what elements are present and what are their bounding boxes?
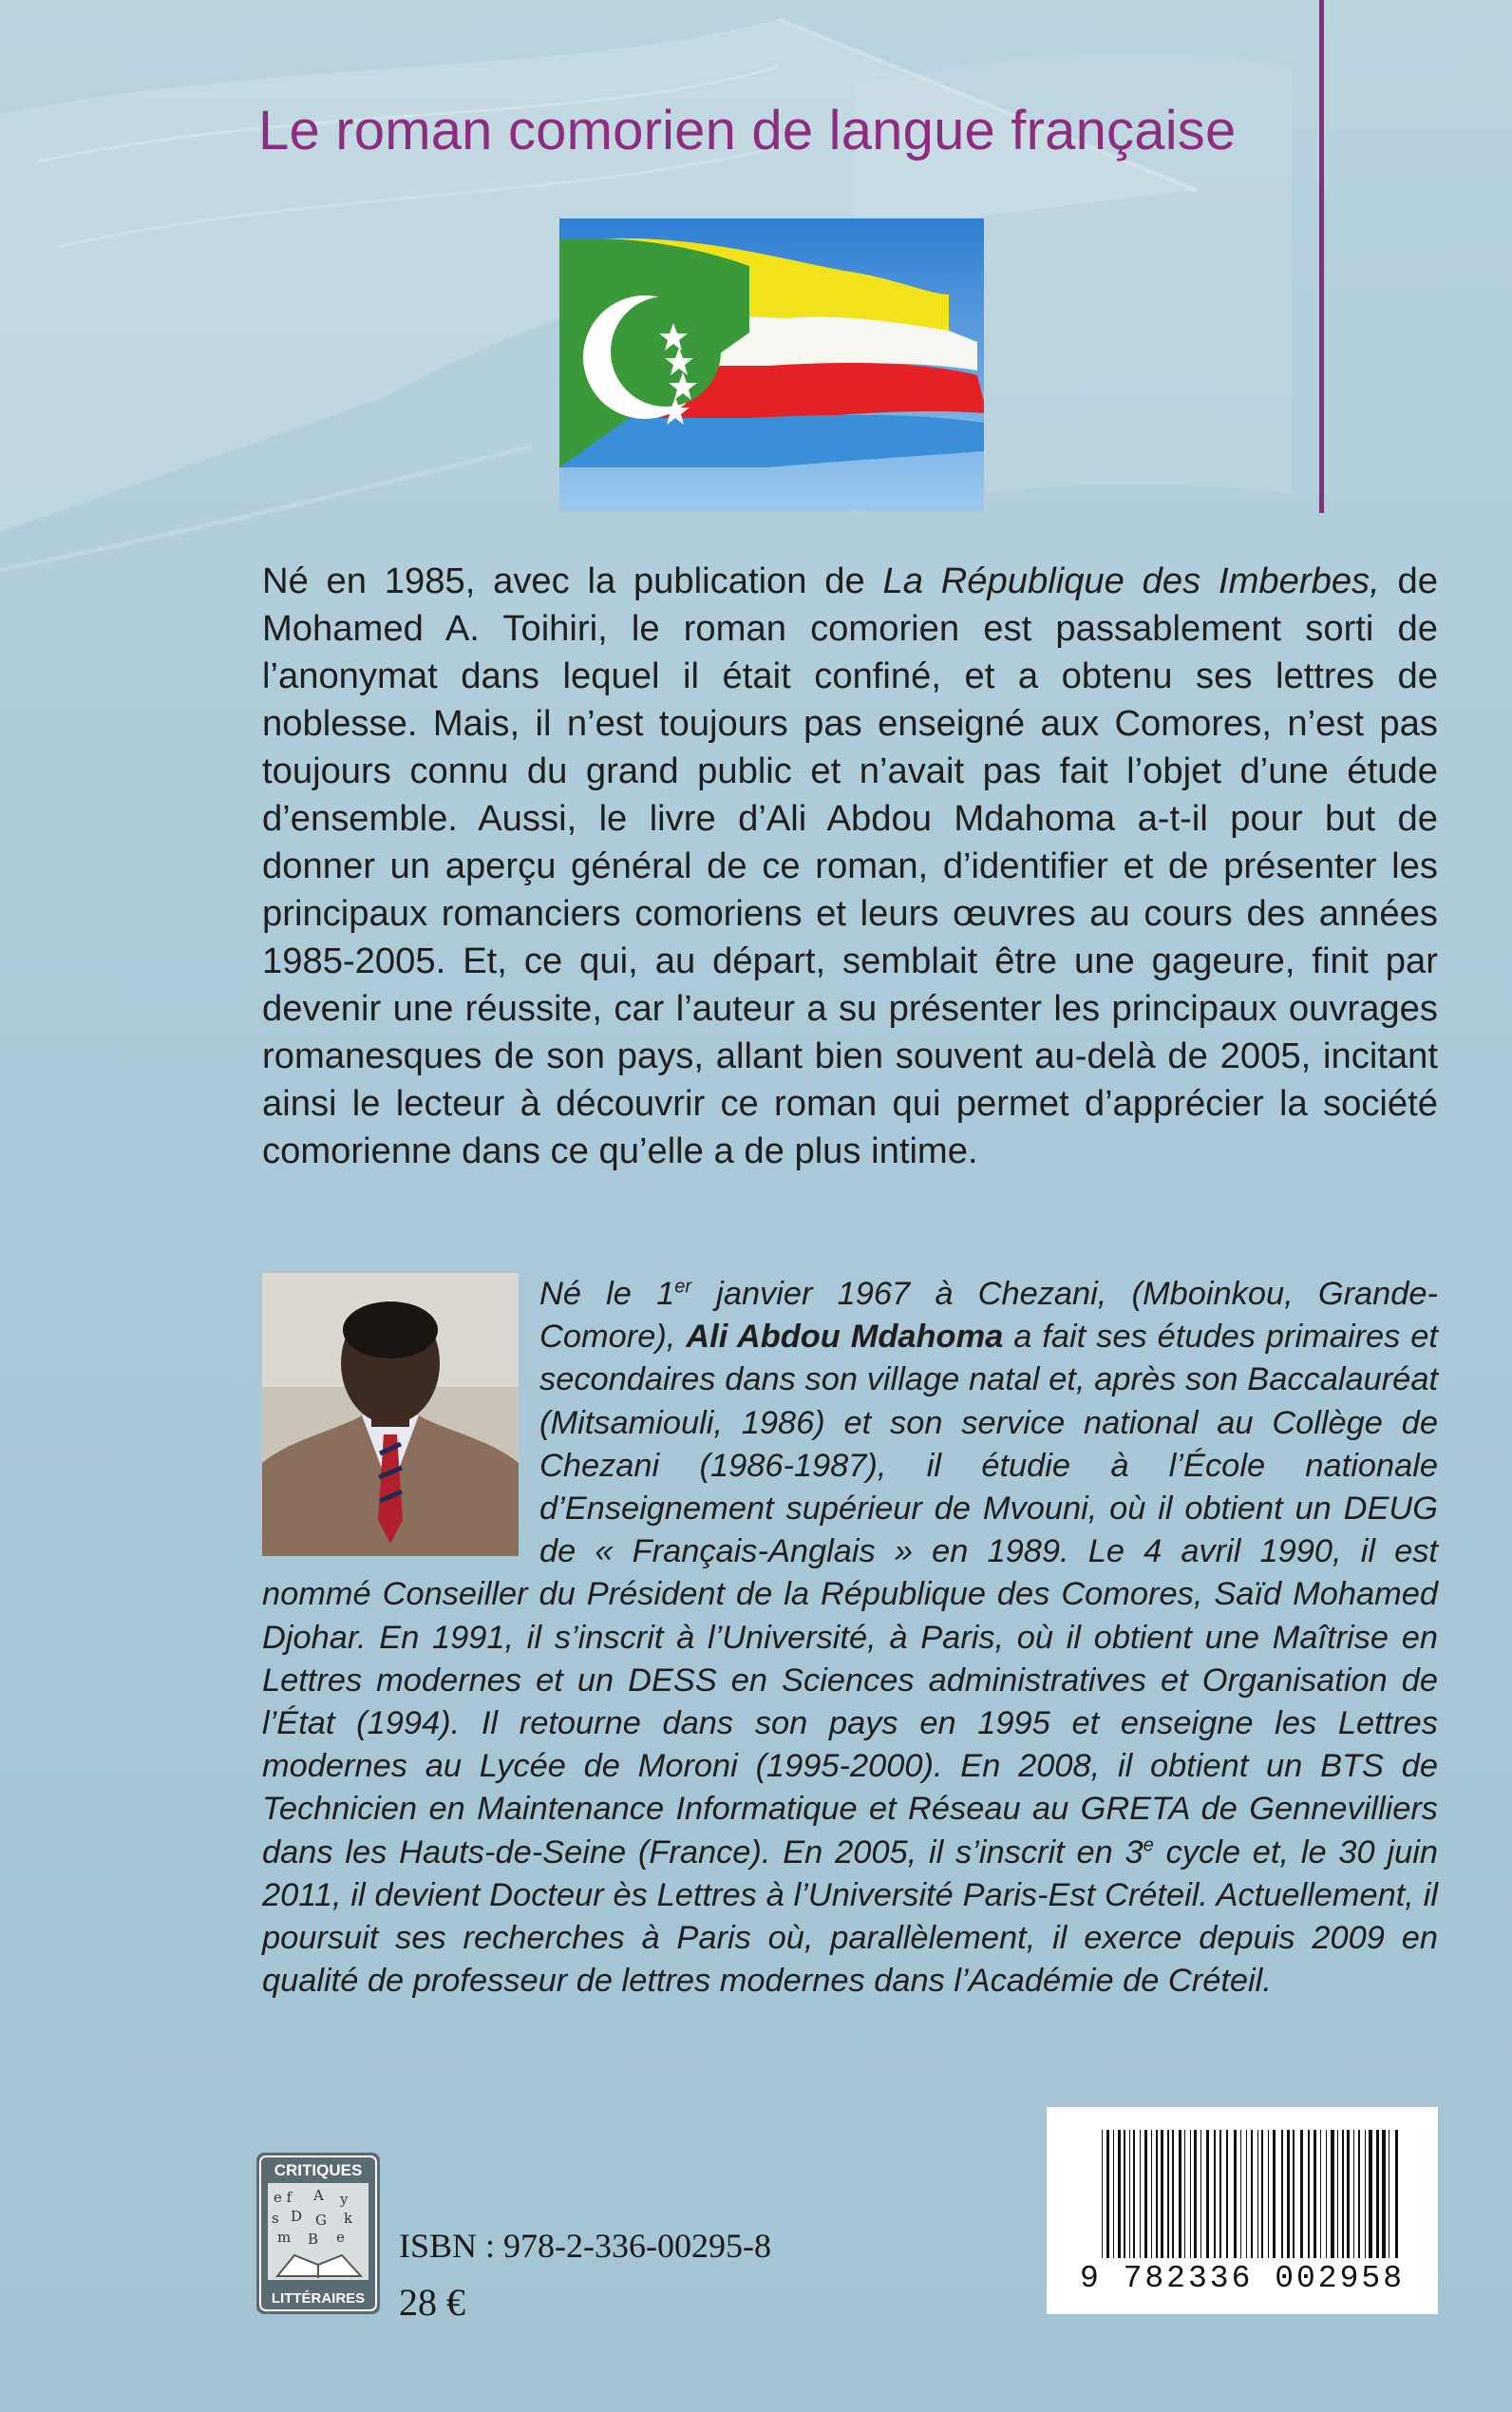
barcode-bar (1240, 2130, 1241, 2258)
barcode-bar (1281, 2130, 1283, 2258)
barcode-bar (1102, 2130, 1103, 2258)
svg-text:A: A (313, 2187, 324, 2204)
summary-book-title: La République des Imberbes, (882, 560, 1380, 601)
summary-body: de Mohamed A. Toihiri, le roman comorien est passablement sorti de l’anonymat dans lequel il était confiné, et a obtenu ses lettres de noblesse. Mais, il n’est toujours pas enseigné aux Comores, n’est pas toujours connu du grand public et n’avait pas fait l’objet d’une étude d’ensemble. Aussi, le livre d’Ali Abdou Mdahoma a-t-il pour but de donner un aperçu général de ce roman, d’identifier et de présenter les principaux romanciers comoriens et leurs œuvres au cours des années 1985-2005. Et, ce qui, au départ, semblait être une gageure, finit par devenir une réussite, car l’auteur a su présenter les principaux ouvrages romanesques de son pays, allant bien souvent au-delà de 2005, incitant ainsi le lecteur à découvrir ce roman qui permet d’apprécier la société comorienne dans ce qu’elle a de plus intime. (262, 560, 1438, 1171)
book-summary (262, 558, 1438, 1175)
barcode-bar (1365, 2130, 1366, 2258)
barcode-bar (1144, 2130, 1147, 2258)
decorative-vertical-rule (1319, 0, 1324, 513)
barcode-bar (1172, 2130, 1174, 2258)
barcode-bar (1347, 2130, 1350, 2258)
barcode-bar (1106, 2130, 1109, 2258)
barcode-bar (1140, 2130, 1141, 2258)
barcode-bar (1382, 2130, 1386, 2258)
barcode-bar (1124, 2130, 1125, 2258)
svg-text:B: B (308, 2231, 319, 2248)
svg-text:y: y (340, 2191, 349, 2208)
svg-text:e: e (336, 2229, 345, 2246)
barcode-bar (1287, 2130, 1290, 2258)
barcode-digits: 9 782336 002958 (1079, 2261, 1406, 2296)
barcode-bar (1369, 2130, 1372, 2258)
barcode-bar (1337, 2130, 1338, 2258)
book-title: Le roman comorien de langue française (258, 100, 1237, 161)
barcode-bar (1129, 2130, 1130, 2258)
barcode-bar (1190, 2130, 1191, 2258)
barcode-bar (1200, 2130, 1201, 2258)
barcode-bar (1151, 2130, 1152, 2258)
bio-superscript-2: e (1143, 1834, 1154, 1856)
barcode-bar (1268, 2130, 1269, 2258)
barcode-bar (1342, 2130, 1344, 2258)
barcode-bar (1246, 2130, 1247, 2258)
barcode (1047, 2107, 1438, 2314)
svg-text:m: m (277, 2229, 292, 2246)
barcode-bar (1376, 2130, 1379, 2258)
barcode-bars (1094, 2130, 1404, 2258)
barcode-bar (1331, 2130, 1334, 2258)
price: 28 € (399, 2281, 465, 2324)
barcode-bar (1118, 2130, 1121, 2258)
barcode-bar (1293, 2130, 1295, 2258)
barcode-bar (1226, 2130, 1228, 2258)
barcode-bar (1353, 2130, 1354, 2258)
barcode-bar (1261, 2130, 1263, 2258)
barcode-bar (1257, 2130, 1258, 2258)
barcode-bar (1184, 2130, 1185, 2258)
barcode-bar (1395, 2130, 1398, 2258)
isbn-number: ISBN : 978-2-336-00295-8 (399, 2227, 771, 2265)
barcode-bar (1167, 2130, 1169, 2258)
barcode-bar (1320, 2130, 1321, 2258)
bio-text-1: Né le 1 (539, 1276, 675, 1312)
comoros-flag-image (559, 218, 984, 511)
bio-text-2: janvier 1967 à Chezani, (Mboinkou, Grande-Comore), (539, 1276, 1438, 1356)
barcode-bar (1308, 2130, 1310, 2258)
barcode-bar (1314, 2130, 1316, 2258)
svg-text:k: k (344, 2210, 353, 2227)
svg-text:CRITIQUES: CRITIQUES (274, 2161, 363, 2179)
barcode-bar (1300, 2130, 1303, 2258)
barcode-bar (1133, 2130, 1135, 2258)
bio-text-4: cycle et, le 30 juin 2011, il devient Docteur ès Lettres à l’Université Paris-Est Créteil. Actuellement, il poursuit ses recherches à Paris où, parallèlement, il exerce depuis 2009 en qualité de professeur de lettres modernes dans l’Académie de Créteil. (262, 1833, 1438, 2000)
barcode-bar (1219, 2130, 1221, 2258)
barcode-bar (1326, 2130, 1327, 2258)
barcode-bar (1179, 2130, 1181, 2258)
summary-intro: Né en 1985, avec la publication de (262, 560, 883, 601)
svg-text:e f: e f (274, 2189, 293, 2206)
svg-text:LITTÉRAIRES: LITTÉRAIRES (271, 2290, 366, 2307)
barcode-bar (1161, 2130, 1163, 2258)
barcode-bar (1194, 2130, 1197, 2258)
barcode-bar (1358, 2130, 1360, 2258)
barcode-bar (1234, 2130, 1237, 2258)
barcode-bar (1206, 2130, 1209, 2258)
photo-float-spacer (262, 1273, 539, 1554)
barcode-bar (1251, 2130, 1253, 2258)
barcode-bar (1113, 2130, 1114, 2258)
critiques-litteraires-logo (256, 2153, 380, 2314)
barcode-bar (1156, 2130, 1158, 2258)
author-name: Ali Abdou Mdahoma (686, 1319, 1004, 1356)
svg-text:G: G (315, 2212, 327, 2229)
barcode-bar (1214, 2130, 1216, 2258)
author-biography (262, 1273, 1438, 2003)
svg-text:s: s (272, 2210, 279, 2227)
bio-superscript-1: er (674, 1276, 691, 1298)
svg-text:D: D (291, 2208, 303, 2225)
bio-text-3: a fait ses études primaires et secondaires dans son village natal et, après son Baccalauréat (Mitsamiouli, 1986) et son service national au Collège de Chezani (1986-1987), il étudie à l’École nationale d’Enseignement supérieur de Mvouni, où il obtient un DEUG de « Français-Anglais » en 1989. Le 4 avril 1990, il est nommé Conseiller du Président de la République des Comores, Saïd Mohamed Djohar. En 1991, il s’inscrit à l’Université, à Paris, où il obtient une Maîtrise en Lettres modernes et un DESS en Sciences administratives et Organisation de l’État (1994). Il retourne dans son pays en 1995 et enseigne les Lettres modernes au Lycée de Moroni (1995-2000). En 2008, il obtient un BTS de Technicien en Maintenance Informatique et Réseau au GRETA de Gennevilliers dans les Hauts-de-Seine (France). En 2005, il s’inscrit en 3 (262, 1319, 1438, 1871)
barcode-bar (1273, 2130, 1276, 2258)
